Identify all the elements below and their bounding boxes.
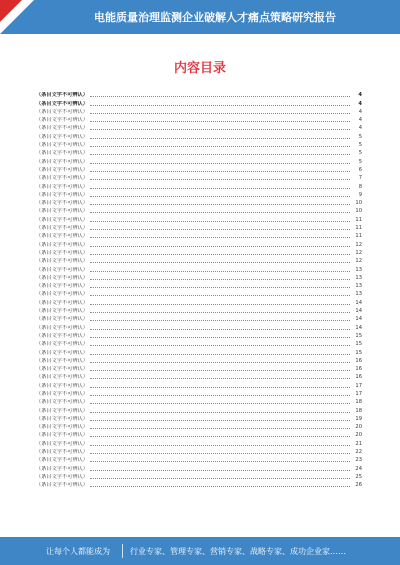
toc-entry-title: （条目文字不可辨认） [36,166,88,173]
toc-page-number: 4 [358,108,362,115]
toc-page-number: 20 [355,424,362,431]
toc-dot-leader [90,284,350,288]
report-title: 电能质量治理监测企业破解人才痛点策略研究报告 [94,11,336,24]
toc-entry[interactable] [36,314,362,322]
toc-dot-leader [90,193,350,197]
toc-heading: 内容目录 [173,61,226,76]
toc-entry-title: （条目文字不可辨认） [36,274,88,281]
toc-entry-title: （条目文字不可辨认） [36,117,88,124]
footer-slogan: 让每个人都能成为 [46,547,110,556]
toc-dot-leader [90,450,350,454]
toc-page-number: 4 [358,100,362,107]
toc-dot-leader [90,326,350,330]
toc-entry[interactable] [36,165,362,173]
toc-page-number: 17 [355,382,362,389]
toc-page-number: 15 [355,332,362,339]
toc-page-number: 15 [355,341,362,348]
toc-entry[interactable] [36,372,362,380]
toc-page-number: 15 [355,349,362,356]
toc-entry-title: （条目文字不可辨认） [36,92,88,99]
toc-page-number: 21 [355,440,362,447]
toc-page-number: 16 [355,357,362,364]
toc-entry-title: （条目文字不可辨认） [36,349,88,356]
toc-entry-title: （条目文字不可辨认） [36,233,88,240]
toc-dot-leader [90,259,350,263]
toc-entry-title: （条目文字不可辨认） [36,158,88,165]
toc-page-number: 4 [358,125,362,132]
toc-entry[interactable] [36,480,362,488]
toc-page-number: 13 [355,266,362,273]
toc-page-number: 5 [358,133,362,140]
toc-page-number: 12 [355,258,362,265]
toc-entry[interactable] [36,455,362,463]
toc-dot-leader [90,375,350,379]
toc-page-number: 14 [355,316,362,323]
toc-dot-leader [90,268,350,272]
toc-entry-title: （条目文字不可辨认） [36,108,88,115]
toc-entry[interactable] [36,131,362,139]
toc-entry[interactable] [36,206,362,214]
toc-entry[interactable] [36,140,362,148]
toc-entry[interactable] [36,181,362,189]
toc-page-number: 20 [355,432,362,439]
toc-page-number: 26 [355,482,362,489]
toc-entry[interactable] [36,239,362,247]
toc-dot-leader [90,251,350,255]
toc-page-number: 6 [358,166,362,173]
toc-dot-leader [90,458,350,462]
toc-entry-title: （条目文字不可辨认） [36,200,88,207]
toc-page-number: 13 [355,283,362,290]
toc-entry-title: （条目文字不可辨认） [36,191,88,198]
toc-entry[interactable] [36,190,362,198]
table-of-contents [36,90,362,488]
toc-page-number: 9 [358,191,362,198]
toc-dot-leader [90,176,350,180]
toc-page-number: 7 [358,175,362,182]
toc-entry-title: （条目文字不可辨认） [36,482,88,489]
toc-entry[interactable] [36,273,362,281]
toc-dot-leader [90,226,350,230]
toc-dot-leader [90,467,350,471]
toc-entry[interactable] [36,347,362,355]
toc-dot-leader [90,351,350,355]
toc-dot-leader [90,110,350,114]
toc-entry-title: （条目文字不可辨认） [36,424,88,431]
toc-dot-leader [90,160,350,164]
toc-entry-title: （条目文字不可辨认） [36,415,88,422]
toc-entry-title: （条目文字不可辨认） [36,175,88,182]
toc-page-number: 24 [355,465,362,472]
toc-page-number: 17 [355,390,362,397]
toc-dot-leader [90,425,350,429]
toc-entry-title: （条目文字不可辨认） [36,249,88,256]
toc-page-number: 13 [355,274,362,281]
toc-entry-title: （条目文字不可辨认） [36,183,88,190]
toc-dot-leader [90,143,350,147]
toc-entry[interactable] [36,380,362,388]
toc-entry-title: （条目文字不可辨认） [36,150,88,157]
toc-dot-leader [90,234,350,238]
toc-entry[interactable] [36,438,362,446]
toc-dot-leader [90,384,350,388]
footer-roles: 行业专家、管理专家、营销专家、战略专家、成功企业家…… [130,547,346,556]
toc-dot-leader [90,392,350,396]
toc-entry[interactable] [36,264,362,272]
toc-entry-title: （条目文字不可辨认） [36,449,88,456]
toc-page-number: 14 [355,308,362,315]
toc-dot-leader [90,301,350,305]
toc-page-number: 16 [355,366,362,373]
toc-entry-title: （条目文字不可辨认） [36,374,88,381]
toc-entry-title: （条目文字不可辨认） [36,473,88,480]
toc-entry[interactable] [36,98,362,106]
toc-entry-title: （条目文字不可辨认） [36,291,88,298]
toc-page-number: 13 [355,291,362,298]
toc-page-number: 22 [355,449,362,456]
toc-page-number: 23 [355,457,362,464]
toc-page-number: 10 [355,208,362,215]
toc-entry[interactable] [36,198,362,206]
toc-entry-title: （条目文字不可辨认） [36,100,88,107]
toc-entry[interactable] [36,148,362,156]
toc-page-number: 5 [358,150,362,157]
toc-entry[interactable] [36,297,362,305]
toc-entry[interactable] [36,107,362,115]
toc-dot-leader [90,417,350,421]
toc-dot-leader [90,317,350,321]
toc-dot-leader [90,483,350,487]
toc-entry[interactable] [36,356,362,364]
toc-entry-title: （条目文字不可辨认） [36,241,88,248]
toc-dot-leader [90,400,350,404]
toc-entry-title: （条目文字不可辨认） [36,332,88,339]
toc-entry-title: （条目文字不可辨认） [36,316,88,323]
toc-dot-leader [90,359,350,363]
toc-dot-leader [90,93,350,97]
toc-entry[interactable] [36,248,362,256]
toc-entry[interactable] [36,231,362,239]
toc-entry[interactable] [36,322,362,330]
toc-dot-leader [90,118,350,122]
toc-entry[interactable] [36,405,362,413]
toc-entry[interactable] [36,306,362,314]
toc-entry[interactable] [36,472,362,480]
toc-dot-leader [90,292,350,296]
toc-entry-title: （条目文字不可辨认） [36,432,88,439]
toc-entry-title: （条目文字不可辨认） [36,399,88,406]
toc-dot-leader [90,185,350,189]
toc-entry-title: （条目文字不可辨认） [36,324,88,331]
toc-entry[interactable] [36,281,362,289]
toc-page-number: 8 [358,183,362,190]
toc-entry-title: （条目文字不可辨认） [36,133,88,140]
toc-entry-title: （条目文字不可辨认） [36,440,88,447]
toc-entry[interactable] [36,422,362,430]
toc-entry-title: （条目文字不可辨认） [36,225,88,232]
toc-dot-leader [90,126,350,130]
header-red-corner-decoration [0,0,22,22]
toc-dot-leader [90,218,350,222]
toc-page-number: 14 [355,324,362,331]
footer-divider [122,544,123,558]
toc-dot-leader [90,433,350,437]
toc-page-number: 5 [358,158,362,165]
toc-dot-leader [90,168,350,172]
toc-entry[interactable] [36,331,362,339]
toc-entry[interactable] [36,463,362,471]
toc-entry[interactable] [36,214,362,222]
toc-entry[interactable] [36,397,362,405]
toc-entry-title: （条目文字不可辨认） [36,299,88,306]
toc-entry[interactable] [36,339,362,347]
toc-entry-title: （条目文字不可辨认） [36,283,88,290]
toc-entry-title: （条目文字不可辨认） [36,266,88,273]
toc-page-number: 25 [355,473,362,480]
toc-entry-title: （条目文字不可辨认） [36,457,88,464]
toc-dot-leader [90,367,350,371]
toc-dot-leader [90,409,350,413]
toc-entry[interactable] [36,223,362,231]
toc-entry-title: （条目文字不可辨认） [36,366,88,373]
toc-page-number: 11 [355,233,362,240]
toc-entry-title: （条目文字不可辨认） [36,407,88,414]
toc-dot-leader [90,243,350,247]
toc-entry[interactable] [36,289,362,297]
toc-entry[interactable] [36,123,362,131]
toc-entry[interactable] [36,90,362,98]
toc-page-number: 11 [355,216,362,223]
toc-page-number: 5 [358,142,362,149]
toc-entry-title: （条目文字不可辨认） [36,390,88,397]
toc-entry-title: （条目文字不可辨认） [36,382,88,389]
toc-page-number: 12 [355,241,362,248]
toc-entry-title: （条目文字不可辨认） [36,308,88,315]
toc-dot-leader [90,442,350,446]
toc-entry[interactable] [36,414,362,422]
toc-entry[interactable] [36,256,362,264]
toc-dot-leader [90,135,350,139]
toc-entry-title: （条目文字不可辨认） [36,208,88,215]
toc-entry[interactable] [36,389,362,397]
toc-entry[interactable] [36,430,362,438]
toc-page-number: 19 [355,415,362,422]
toc-dot-leader [90,209,350,213]
toc-page-number: 16 [355,374,362,381]
toc-entry-title: （条目文字不可辨认） [36,465,88,472]
toc-entry[interactable] [36,173,362,181]
toc-entry[interactable] [36,447,362,455]
toc-entry[interactable] [36,156,362,164]
toc-entry-title: （条目文字不可辨认） [36,125,88,132]
toc-dot-leader [90,151,350,155]
toc-dot-leader [90,309,350,313]
toc-entry-title: （条目文字不可辨认） [36,258,88,265]
toc-entry-title: （条目文字不可辨认） [36,142,88,149]
toc-page-number: 18 [355,399,362,406]
toc-dot-leader [90,342,350,346]
toc-entry[interactable] [36,115,362,123]
toc-entry-title: （条目文字不可辨认） [36,357,88,364]
toc-page-number: 10 [355,200,362,207]
toc-page-number: 12 [355,249,362,256]
toc-entry-title: （条目文字不可辨认） [36,341,88,348]
toc-page-number: 11 [355,225,362,232]
toc-page-number: 4 [358,117,362,124]
toc-dot-leader [90,276,350,280]
report-header [0,0,400,34]
toc-entry[interactable] [36,364,362,372]
toc-entry-title: （条目文字不可辨认） [36,216,88,223]
toc-page-number: 4 [358,92,362,99]
toc-dot-leader [90,334,350,338]
toc-page-number: 18 [355,407,362,414]
toc-dot-leader [90,201,350,205]
toc-dot-leader [90,102,350,106]
report-footer [0,537,400,565]
toc-page-number: 14 [355,299,362,306]
toc-dot-leader [90,475,350,479]
